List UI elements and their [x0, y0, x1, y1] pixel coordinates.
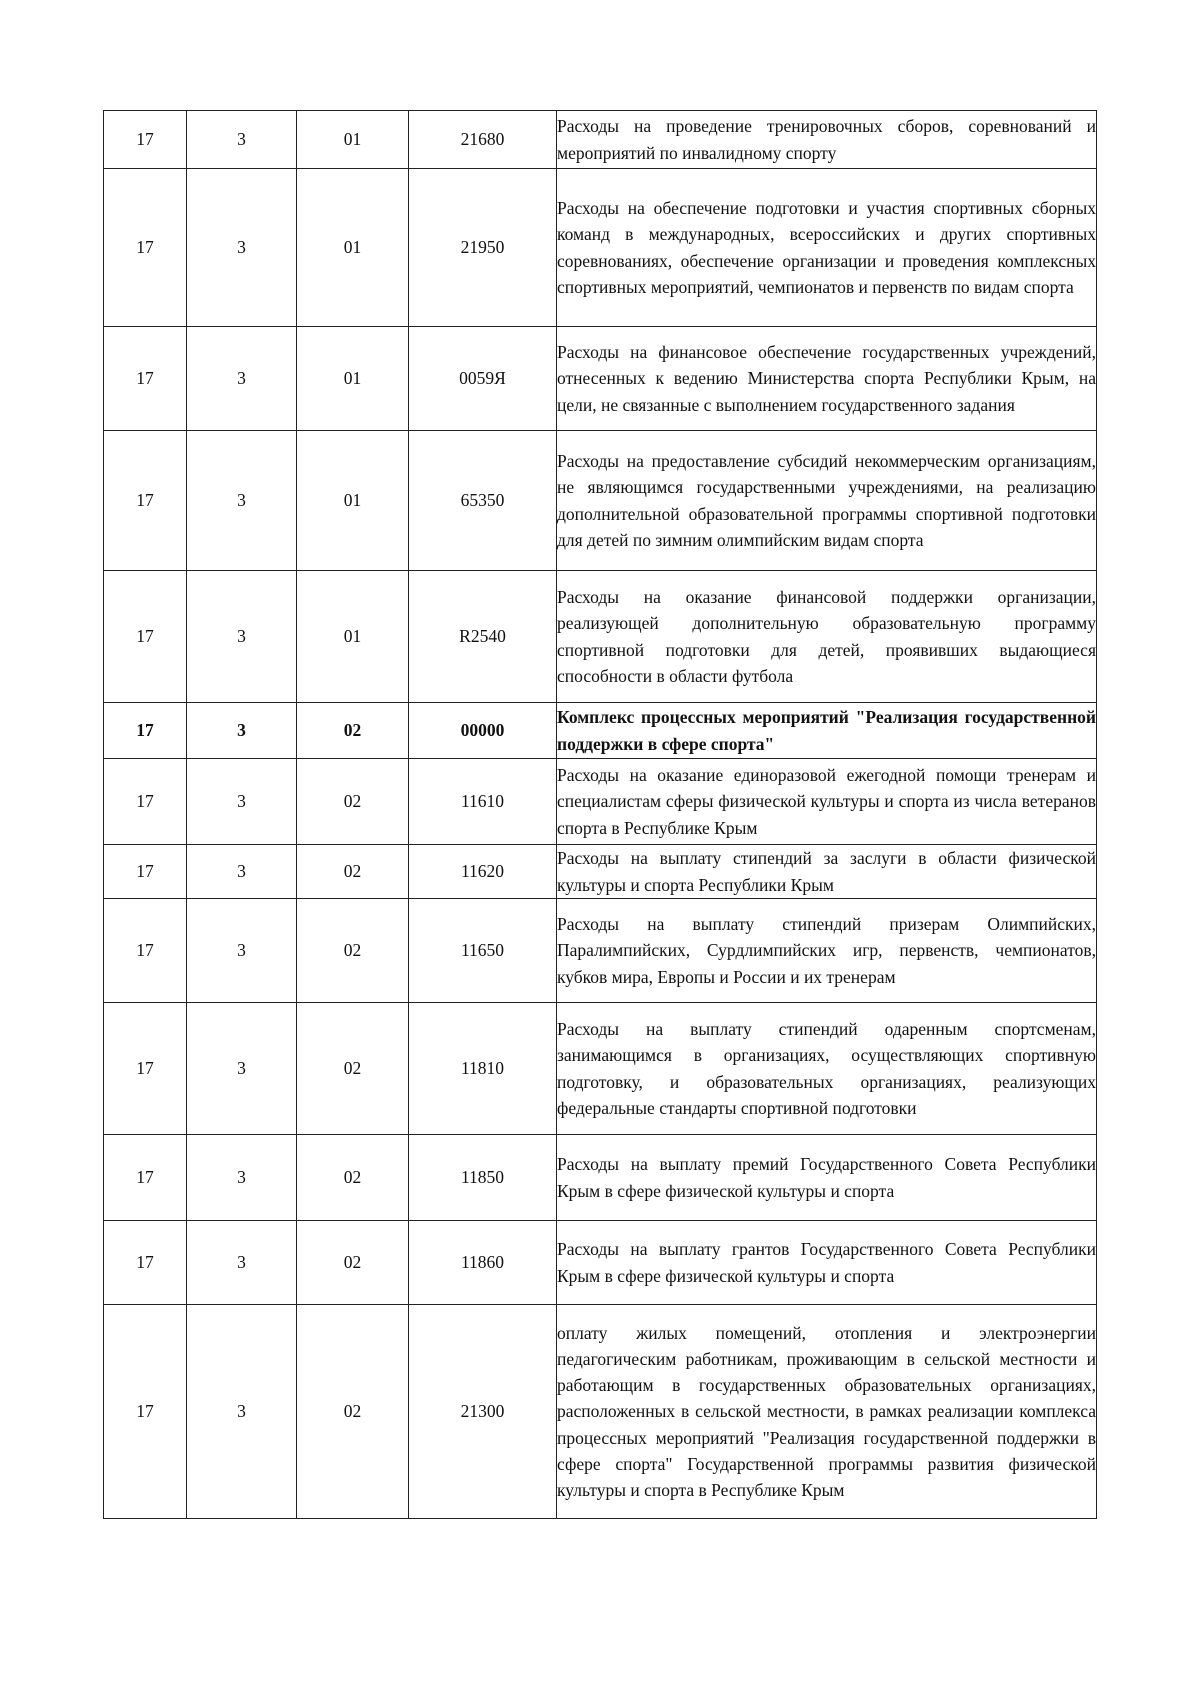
program-code-cell: 17	[104, 111, 187, 169]
table-row	[104, 327, 1097, 431]
description-cell: Расходы на выплату стипендий за заслуги в области физической культуры и спорта Республики Крым	[557, 845, 1097, 899]
subprogram-code-cell: 3	[187, 1221, 297, 1305]
description-cell: Расходы на финансовое обеспечение государственных учреждений, отнесенных к ведению Министерства спорта Республики Крым, на цели, не связанные с выполнением государственного задания	[557, 327, 1097, 431]
table-row	[104, 1305, 1097, 1519]
subprogram-code-cell: 3	[187, 845, 297, 899]
event-code-cell: 02	[297, 703, 409, 759]
subprogram-code-cell: 3	[187, 703, 297, 759]
description-cell: Комплекс процессных мероприятий "Реализация государственной поддержки в сфере спорта"	[557, 703, 1097, 759]
event-code-cell: 02	[297, 1003, 409, 1135]
description-cell: Расходы на проведение тренировочных сборов, соревнований и мероприятий по инвалидному спорту	[557, 111, 1097, 169]
program-code-cell: 17	[104, 759, 187, 845]
table-row	[104, 111, 1097, 169]
direction-code-cell: 11860	[409, 1221, 557, 1305]
direction-code-cell: 11850	[409, 1135, 557, 1221]
table-row	[104, 845, 1097, 899]
program-code-cell: 17	[104, 1135, 187, 1221]
direction-code-cell: 21300	[409, 1305, 557, 1519]
event-code-cell: 01	[297, 169, 409, 327]
program-code-cell: 17	[104, 1221, 187, 1305]
program-code-cell: 17	[104, 899, 187, 1003]
event-code-cell: 01	[297, 571, 409, 703]
subprogram-code-cell: 3	[187, 431, 297, 571]
program-code-cell: 17	[104, 703, 187, 759]
program-code-cell: 17	[104, 845, 187, 899]
event-code-cell: 02	[297, 899, 409, 1003]
table-row	[104, 899, 1097, 1003]
table-row	[104, 571, 1097, 703]
table-row	[104, 759, 1097, 845]
program-code-cell: 17	[104, 1003, 187, 1135]
table-row	[104, 431, 1097, 571]
direction-code-cell: 11610	[409, 759, 557, 845]
description-cell: Расходы на оказание финансовой поддержки организации, реализующей дополнительную образовательную программу спортивной подготовки для детей, проявивших выдающиеся способности в области футбола	[557, 571, 1097, 703]
subprogram-code-cell: 3	[187, 899, 297, 1003]
direction-code-cell: 11810	[409, 1003, 557, 1135]
event-code-cell: 02	[297, 845, 409, 899]
subprogram-code-cell: 3	[187, 571, 297, 703]
direction-code-cell: 21680	[409, 111, 557, 169]
table-row	[104, 1135, 1097, 1221]
event-code-cell: 01	[297, 431, 409, 571]
event-code-cell: 02	[297, 1135, 409, 1221]
event-code-cell: 01	[297, 327, 409, 431]
table-body	[104, 111, 1097, 1519]
description-cell: Расходы на выплату стипендий призерам Олимпийских, Паралимпийских, Сурдлимпийских игр, первенств, чемпионатов, кубков мира, Европы и России и их тренерам	[557, 899, 1097, 1003]
subprogram-code-cell: 3	[187, 1305, 297, 1519]
description-cell: Расходы на обеспечение подготовки и участия спортивных сборных команд в международных, всероссийских и других спортивных соревнованиях, обеспечение организации и проведения комплексных спортивных мероприятий, чемпионатов и первенств по видам спорта	[557, 169, 1097, 327]
event-code-cell: 01	[297, 111, 409, 169]
table-row	[104, 169, 1097, 327]
program-code-cell: 17	[104, 1305, 187, 1519]
table-row	[104, 703, 1097, 759]
subprogram-code-cell: 3	[187, 1135, 297, 1221]
program-code-cell: 17	[104, 431, 187, 571]
subprogram-code-cell: 3	[187, 327, 297, 431]
description-cell: Расходы на предоставление субсидий некоммерческим организациям, не являющимся государственными учреждениями, на реализацию дополнительной образовательной программы спортивной подготовки для детей по зимним олимпийским видам спорта	[557, 431, 1097, 571]
subprogram-code-cell: 3	[187, 759, 297, 845]
event-code-cell: 02	[297, 759, 409, 845]
program-code-cell: 17	[104, 327, 187, 431]
direction-code-cell: 65350	[409, 431, 557, 571]
description-cell: оплату жилых помещений, отопления и электроэнергии педагогическим работникам, проживающим в сельской местности и работающим в государственных образовательных организациях, расположенных в сельской местности, в рамках реализации комплекса процессных мероприятий "Реализация государственной поддержки в сфере спорта" Государственной программы развития физической культуры и спорта в Республике Крым	[557, 1305, 1097, 1519]
direction-code-cell: 11650	[409, 899, 557, 1003]
description-cell: Расходы на выплату премий Государственного Совета Республики Крым в сфере физической культуры и спорта	[557, 1135, 1097, 1221]
subprogram-code-cell: 3	[187, 169, 297, 327]
table-row	[104, 1003, 1097, 1135]
subprogram-code-cell: 3	[187, 111, 297, 169]
description-cell: Расходы на выплату грантов Государственного Совета Республики Крым в сфере физической культуры и спорта	[557, 1221, 1097, 1305]
description-cell: Расходы на выплату стипендий одаренным спортсменам, занимающимся в организациях, осуществляющих спортивную подготовку, и образовательных организациях, реализующих федеральные стандарты спортивной подготовки	[557, 1003, 1097, 1135]
direction-code-cell: 11620	[409, 845, 557, 899]
table-row	[104, 1221, 1097, 1305]
event-code-cell: 02	[297, 1305, 409, 1519]
program-code-cell: 17	[104, 571, 187, 703]
description-cell: Расходы на оказание единоразовой ежегодной помощи тренерам и специалистам сферы физической культуры и спорта из числа ветеранов спорта в Республике Крым	[557, 759, 1097, 845]
event-code-cell: 02	[297, 1221, 409, 1305]
program-code-cell: 17	[104, 169, 187, 327]
direction-code-cell: 21950	[409, 169, 557, 327]
direction-code-cell: 00000	[409, 703, 557, 759]
budget-classification-table	[103, 110, 1097, 1519]
subprogram-code-cell: 3	[187, 1003, 297, 1135]
direction-code-cell: R2540	[409, 571, 557, 703]
direction-code-cell: 0059Я	[409, 327, 557, 431]
